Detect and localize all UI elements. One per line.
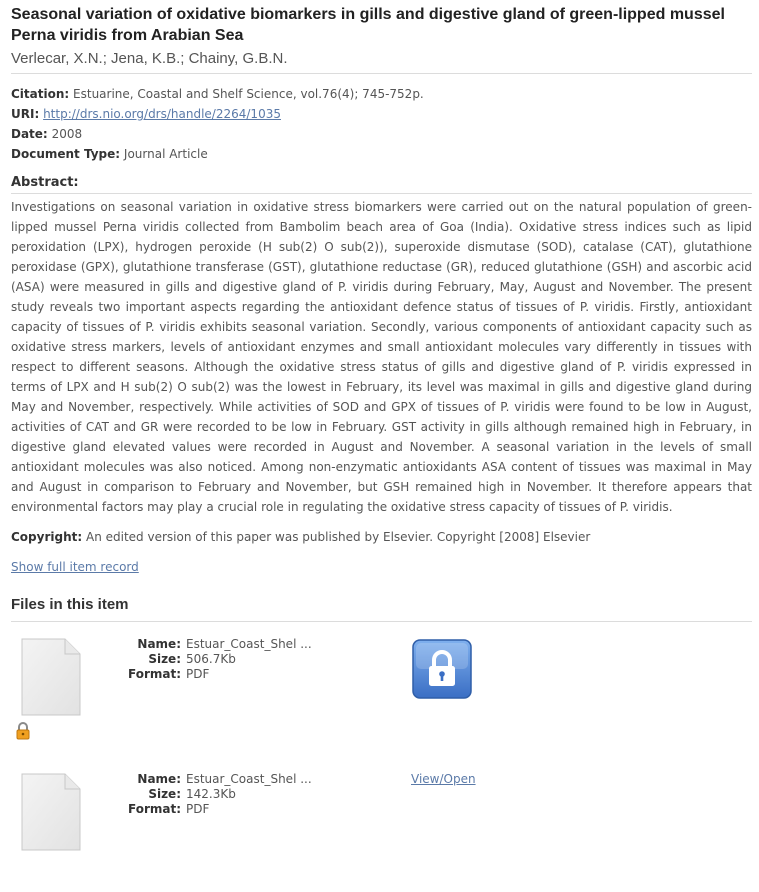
file-format-row	[111, 667, 312, 682]
uri-link[interactable]: http://drs.nio.org/drs/handle/2264/1035	[43, 107, 281, 121]
file-item	[11, 757, 752, 892]
document-thumbnail-icon[interactable]	[21, 773, 81, 851]
date-label: Date:	[11, 127, 48, 141]
file-name-row	[111, 637, 312, 652]
item-authors: Verlecar, X.N.; Jena, K.B.; Chainy, G.B.N.	[11, 49, 752, 74]
abstract-heading: Abstract:	[11, 174, 752, 194]
date-row	[11, 124, 752, 144]
file-format: PDF	[186, 802, 210, 816]
file-name: Estuar_Coast_Shel ...	[186, 637, 312, 651]
file-name-label: Name:	[137, 637, 181, 651]
item-title: Seasonal variation of oxidative biomarkers in gills and digestive gland of green-lipped mussel Perna viridis from Arabian Sea	[11, 6, 725, 44]
show-full-record-link[interactable]: Show full item record	[11, 560, 139, 574]
copyright-label: Copyright:	[11, 530, 83, 544]
files-heading: Files in this item	[11, 595, 752, 622]
citation-row	[11, 84, 752, 104]
file-info	[111, 772, 312, 817]
citation-value: Estuarine, Coastal and Shelf Science, vol.76(4); 745-752p.	[73, 87, 424, 101]
file-format-row	[111, 802, 312, 817]
file-format-label: Format:	[127, 802, 181, 816]
file-size: 142.3Kb	[186, 787, 236, 801]
item-metadata	[11, 84, 752, 164]
document-thumbnail-icon[interactable]	[21, 638, 81, 716]
file-info	[111, 637, 312, 682]
date-value: 2008	[51, 127, 83, 141]
copyright-text: An edited version of this paper was published by Elsevier. Copyright [2008] Elsevier	[86, 530, 591, 544]
file-name-label: Name:	[137, 772, 181, 786]
file-format-label: Format:	[127, 667, 181, 681]
uri-row	[11, 104, 752, 124]
file-size: 506.7Kb	[186, 652, 236, 666]
file-item	[11, 622, 752, 757]
file-name-row	[111, 772, 312, 787]
citation-label: Citation:	[11, 87, 70, 101]
abstract-text: Investigations on seasonal variation in oxidative stress biomarkers were carried out on the natural population of green-lipped mussel Perna viridis collected from Bambolim beach area of Goa (India). Oxidative stress indices such as lipid peroxidation (LPX), hydrogen peroxide (H sub(2) O sub(2)), superoxide dismutase (SOD), catalase (CAT), glutathione peroxidase (GPX), glutathione transferase (GST), glutathione reductase (GR), reduced glutathione (GSH) and ascorbic acid (ASA) were measured in gills and digestive gland of P. viridis during February, May, August and November. The present study reveals two important aspects regarding the antioxidant defence status of tissues of P. viridis. Firstly, antioxidant capacity of tissues of P. viridis exhibits seasonal variation. Secondly, various components of antioxidant capacity such as oxidative stress markers, levels of antioxidant enzymes and small antioxidant molecules vary differently in tissues with respect to different seasons. Although the oxidative stress status of gills and digestive gland of P. viridis expressed in terms of LPX and H sub(2) O sub(2) was the lowest in February, its level was maximal in gills and digestive gland during May and November, respectively. While activities of SOD and GPX of tissues of P. viridis were found to be low in August, activities of CAT and GR were recorded to be low in February. GST activity in gills although remained high in February, in digestive gland elevated values were recorded in August and November. A seasonal variation in the levels of small antioxidant molecules was also noticed. Among non-enzymatic antioxidants ASA content of tissues was maximal in May and August in comparison to February and November, but GSH remained high in November. It therefore appears that environmental factors may play a crucial role in regulating the oxidative stress capacity of tissues of P. viridis.	[11, 200, 752, 514]
file-size-label: Size:	[148, 787, 181, 801]
doctype-row	[11, 144, 752, 164]
file-size-row	[111, 652, 312, 667]
file-size-label: Size:	[148, 652, 181, 666]
file-format: PDF	[186, 667, 210, 681]
doctype-value: Journal Article	[123, 147, 208, 161]
lock-icon[interactable]	[412, 639, 472, 699]
item-view	[11, 4, 752, 892]
doctype-label: Document Type:	[11, 147, 121, 161]
view-open-link[interactable]: View/Open	[411, 772, 476, 786]
copyright-row	[11, 527, 752, 547]
uri-label: URI:	[11, 107, 40, 121]
file-name: Estuar_Coast_Shel ...	[186, 772, 312, 786]
small-lock-icon	[15, 722, 31, 740]
